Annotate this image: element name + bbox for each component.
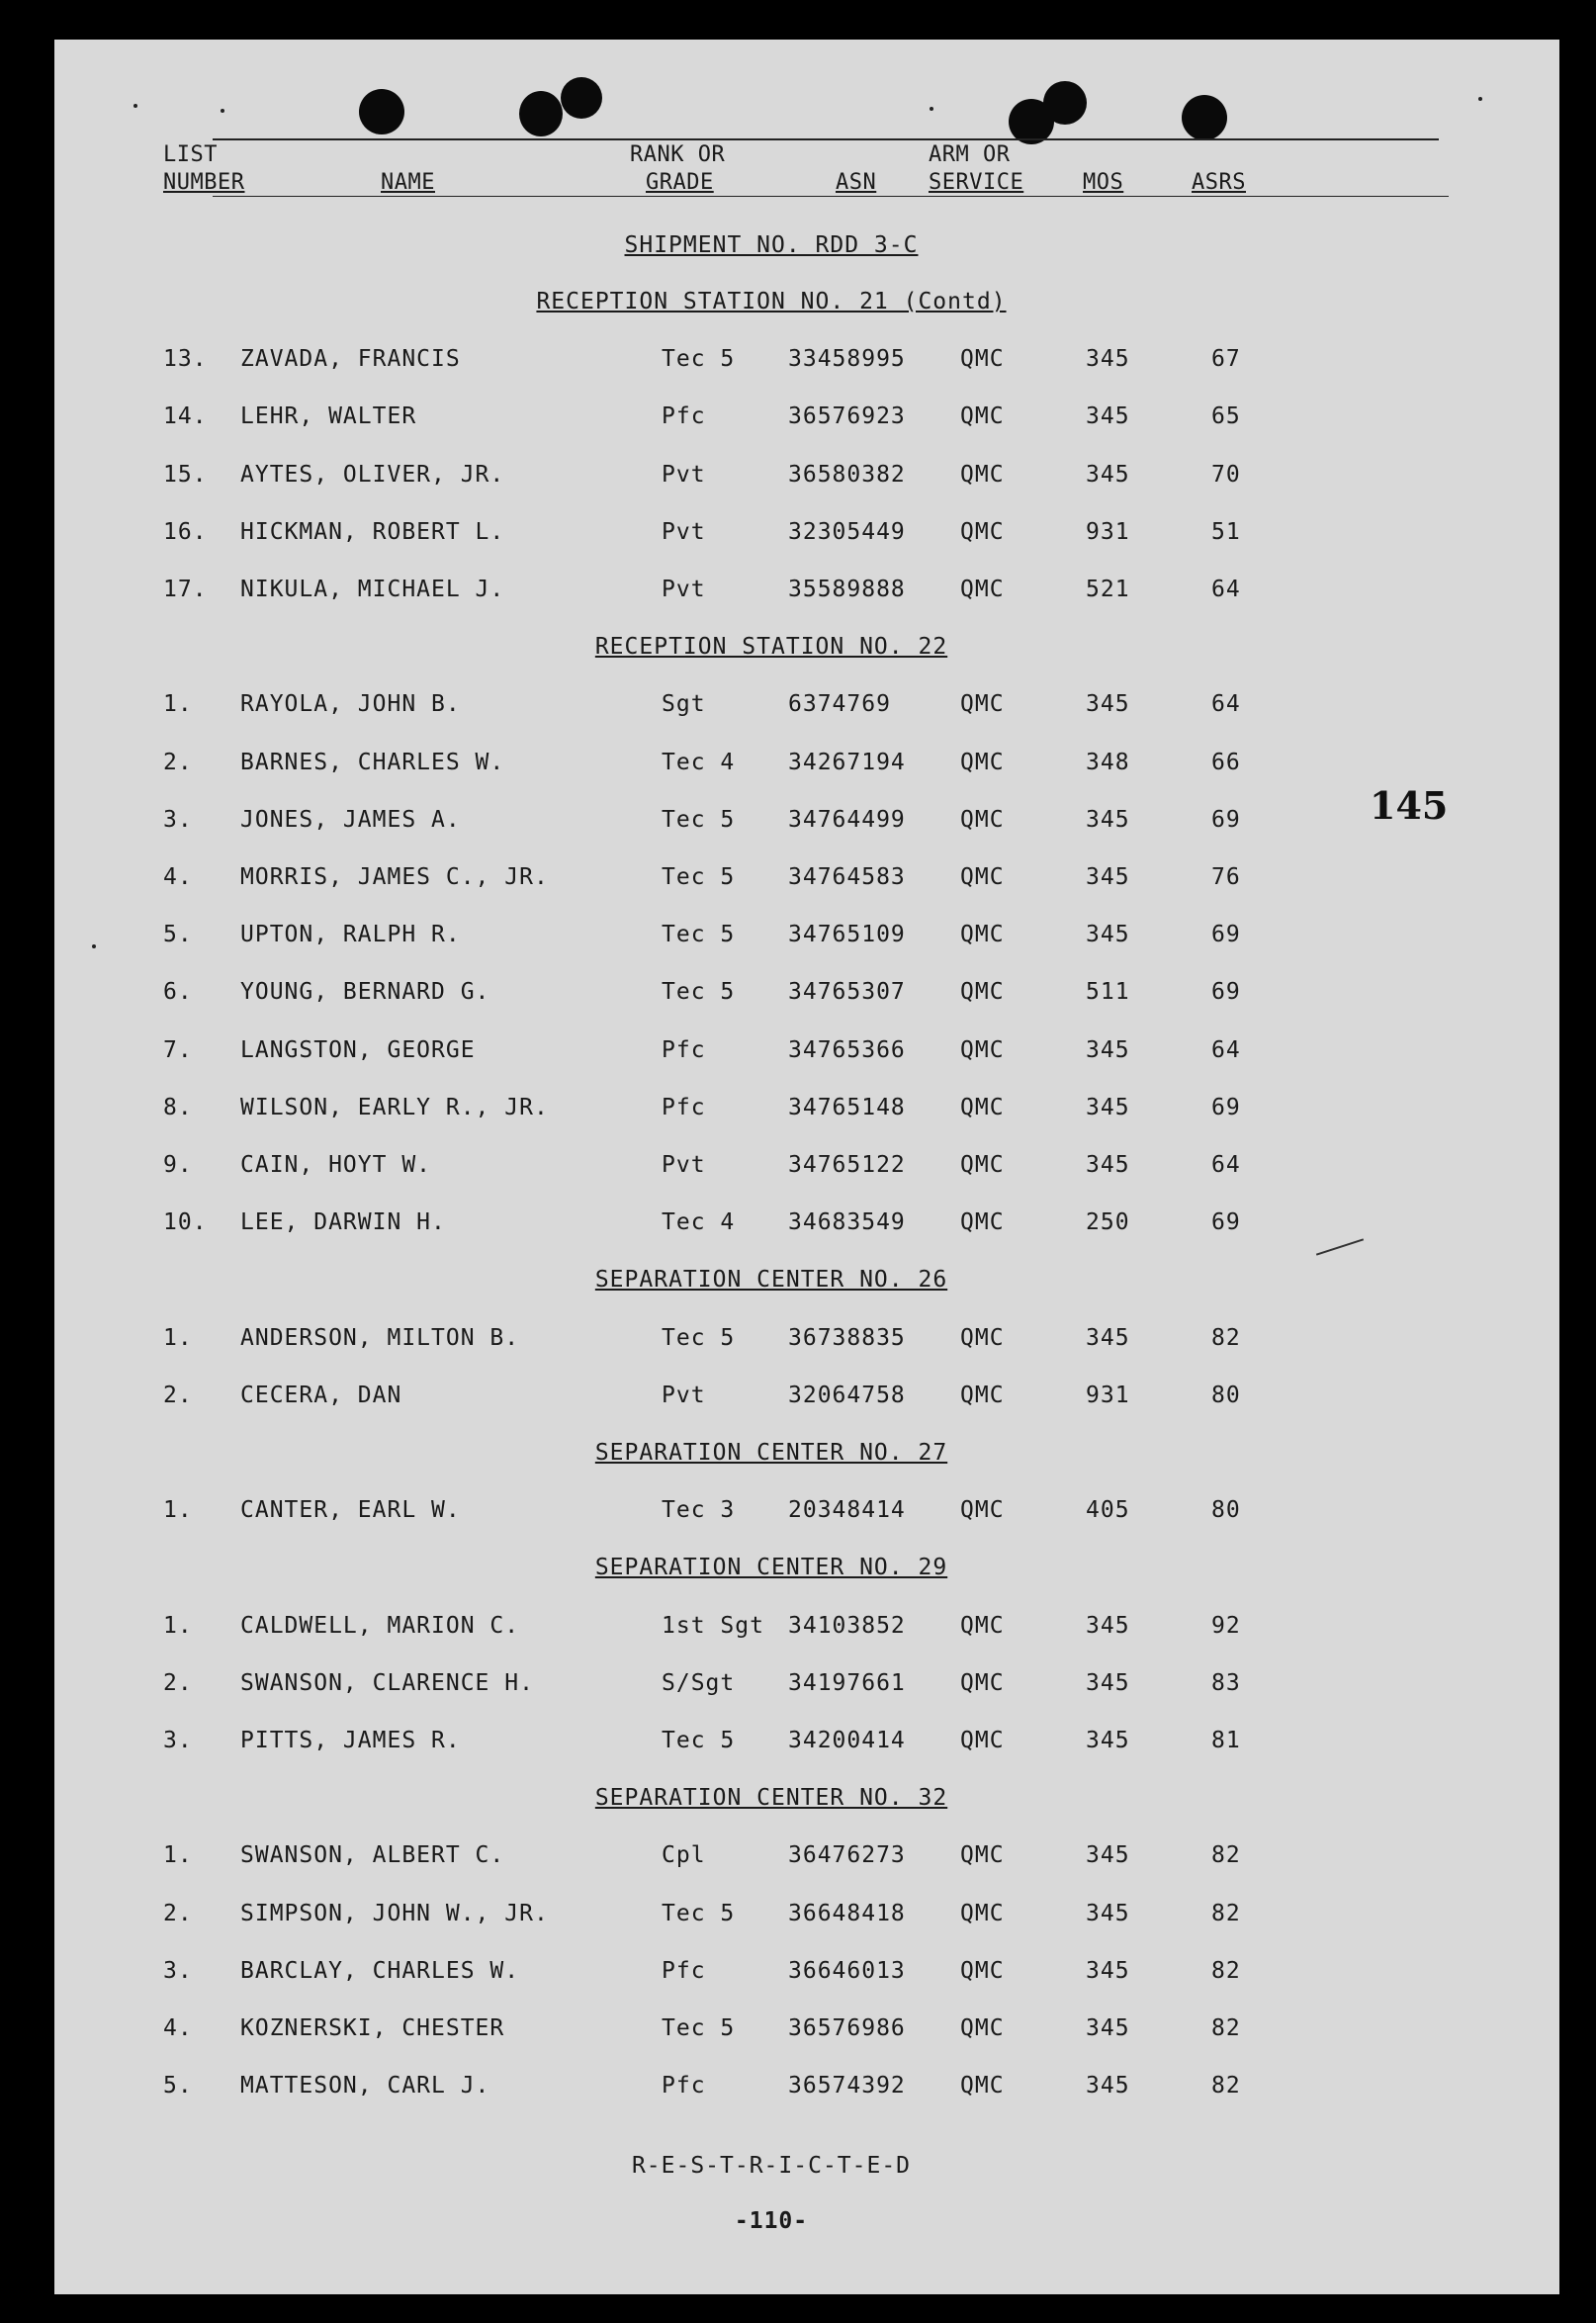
cell-name: LEE, DARWIN H.	[240, 1209, 446, 1236]
cell-service: QMC	[960, 2073, 1005, 2100]
cell-service: QMC	[960, 1382, 1005, 1408]
cell-mos: 345	[1086, 461, 1130, 488]
header-rank-grade: RANK OR GRADE	[630, 142, 726, 195]
cell-name: HICKMAN, ROBERT L.	[240, 518, 505, 545]
cell-service: QMC	[960, 1900, 1005, 1926]
cell-asn: 35589888	[788, 577, 906, 602]
cell-list-number: 1.	[163, 1497, 193, 1524]
cell-grade: Sgt	[662, 691, 706, 718]
cell-asn: 36648418	[788, 1900, 906, 1926]
cell-name: SWANSON, CLARENCE H.	[240, 1669, 534, 1696]
cell-name: SIMPSON, JOHN W., JR.	[240, 1900, 549, 1926]
cell-grade: Tec 5	[662, 979, 736, 1006]
cell-asrs: 69	[1211, 922, 1241, 948]
cell-mos: 345	[1086, 1957, 1130, 1984]
cell-mos: 345	[1086, 806, 1130, 833]
cell-asrs: 51	[1211, 518, 1241, 545]
cell-mos: 345	[1086, 2073, 1130, 2100]
cell-grade: Pvt	[662, 577, 706, 602]
cell-list-number: 3.	[163, 1957, 193, 1984]
cell-mos: 345	[1086, 691, 1130, 718]
cell-service: QMC	[960, 1669, 1005, 1696]
cell-list-number: 5.	[163, 922, 193, 948]
cell-name: YOUNG, BERNARD G.	[240, 979, 490, 1006]
section-title: SEPARATION CENTER NO. 29	[594, 1555, 948, 1581]
cell-mos: 405	[1086, 1497, 1130, 1524]
cell-asn: 32305449	[788, 518, 906, 545]
cell-service: QMC	[960, 1152, 1005, 1178]
cell-mos: 521	[1086, 577, 1130, 602]
cell-mos: 345	[1086, 1324, 1130, 1351]
cell-mos: 345	[1086, 346, 1130, 373]
cell-asn: 34765307	[788, 979, 906, 1006]
cell-grade: Pvt	[662, 461, 706, 488]
cell-asrs: 65	[1211, 403, 1241, 430]
speck	[930, 107, 933, 111]
cell-asrs: 69	[1211, 1094, 1241, 1120]
header-mos: MOS	[1083, 170, 1124, 195]
cell-asrs: 92	[1211, 1612, 1241, 1639]
cell-list-number: 5.	[163, 2073, 193, 2100]
cell-name: AYTES, OLIVER, JR.	[240, 461, 505, 488]
cell-list-number: 7.	[163, 1036, 193, 1063]
cell-service: QMC	[960, 2015, 1005, 2041]
cell-name: ANDERSON, MILTON B.	[240, 1324, 520, 1351]
cell-asrs: 64	[1211, 577, 1241, 602]
section-title: RECEPTION STATION NO. 21 (Contd)	[536, 289, 1007, 314]
cell-asn: 34764499	[788, 806, 906, 833]
cell-grade: Tec 5	[662, 806, 736, 833]
cell-list-number: 9.	[163, 1152, 193, 1178]
cell-list-number: 13.	[163, 346, 208, 373]
cell-mos: 931	[1086, 1382, 1130, 1408]
cell-asn: 36576986	[788, 2015, 906, 2041]
restricted-footer: R-E-S-T-R-I-C-T-E-D	[631, 2153, 912, 2179]
cell-asn: 34200414	[788, 1728, 906, 1753]
document-page	[54, 40, 1559, 2294]
cell-grade: Tec 4	[662, 749, 736, 775]
cell-grade: Pfc	[662, 1094, 706, 1120]
cell-asn: 34197661	[788, 1669, 906, 1696]
cell-asrs: 81	[1211, 1728, 1241, 1753]
cell-grade: Pfc	[662, 1957, 706, 1984]
cell-list-number: 16.	[163, 518, 208, 545]
cell-asrs: 64	[1211, 1036, 1241, 1063]
header-top-rule	[213, 138, 1439, 140]
shipment-title: SHIPMENT NO. RDD 3-C	[624, 232, 919, 258]
cell-list-number: 1.	[163, 1324, 193, 1351]
cell-asrs: 69	[1211, 806, 1241, 833]
cell-name: CAIN, HOYT W.	[240, 1152, 432, 1178]
header-arm-service: ARM OR SERVICE	[929, 142, 1024, 195]
punch-hole-6	[1182, 95, 1227, 140]
cell-service: QMC	[960, 577, 1005, 602]
cell-service: QMC	[960, 979, 1005, 1006]
header-asrs: ASRS	[1192, 170, 1246, 195]
cell-grade: Tec 5	[662, 1900, 736, 1926]
cell-grade: S/Sgt	[662, 1669, 736, 1696]
cell-service: QMC	[960, 1957, 1005, 1984]
cell-grade: Pvt	[662, 1152, 706, 1178]
section-title: SEPARATION CENTER NO. 26	[594, 1267, 948, 1294]
header-list-number: LIST NUMBER	[163, 142, 245, 195]
cell-mos: 345	[1086, 1094, 1130, 1120]
cell-asn: 20348414	[788, 1497, 906, 1524]
speck	[92, 944, 96, 948]
cell-list-number: 3.	[163, 1728, 193, 1753]
cell-asrs: 80	[1211, 1382, 1241, 1408]
cell-mos: 931	[1086, 518, 1130, 545]
cell-list-number: 2.	[163, 1669, 193, 1696]
cell-asn: 36574392	[788, 2073, 906, 2100]
header-name: NAME	[381, 170, 435, 195]
cell-list-number: 15.	[163, 461, 208, 488]
cell-service: QMC	[960, 1497, 1005, 1524]
punch-hole-5	[1043, 81, 1087, 125]
header-asn: ASN	[836, 170, 877, 195]
cell-grade: Tec 5	[662, 922, 736, 948]
cell-mos: 345	[1086, 1152, 1130, 1178]
cell-service: QMC	[960, 1324, 1005, 1351]
cell-list-number: 14.	[163, 403, 208, 430]
cell-grade: Pvt	[662, 1382, 706, 1408]
cell-service: QMC	[960, 1612, 1005, 1639]
cell-asrs: 82	[1211, 2073, 1241, 2100]
header-bottom-rule	[213, 196, 1449, 197]
cell-asrs: 80	[1211, 1497, 1241, 1524]
cell-mos: 345	[1086, 1900, 1130, 1926]
section-title: SEPARATION CENTER NO. 32	[594, 1785, 948, 1812]
cell-list-number: 4.	[163, 864, 193, 890]
punch-hole-2	[519, 91, 563, 136]
cell-grade: Pfc	[662, 403, 706, 430]
cell-service: QMC	[960, 1842, 1005, 1869]
cell-service: QMC	[960, 461, 1005, 488]
cell-asn: 34103852	[788, 1612, 906, 1639]
section-title: SEPARATION CENTER NO. 27	[594, 1440, 948, 1466]
cell-name: LANGSTON, GEORGE	[240, 1036, 476, 1063]
cell-asn: 36646013	[788, 1957, 906, 1984]
cell-mos: 345	[1086, 2015, 1130, 2041]
cell-asn: 34764583	[788, 864, 906, 890]
cell-grade: Tec 5	[662, 346, 736, 373]
cell-service: QMC	[960, 1094, 1005, 1120]
cell-grade: Pfc	[662, 2073, 706, 2100]
cell-asn: 34765148	[788, 1094, 906, 1120]
cell-asn: 34267194	[788, 749, 906, 775]
cell-asrs: 67	[1211, 346, 1241, 373]
cell-grade: Tec 5	[662, 1324, 736, 1351]
cell-grade: Tec 5	[662, 864, 736, 890]
cell-list-number: 1.	[163, 691, 193, 718]
cell-name: BARCLAY, CHARLES W.	[240, 1957, 520, 1984]
cell-asrs: 82	[1211, 1900, 1241, 1926]
cell-asrs: 76	[1211, 864, 1241, 890]
cell-service: QMC	[960, 518, 1005, 545]
cell-name: WILSON, EARLY R., JR.	[240, 1094, 549, 1120]
cell-name: LEHR, WALTER	[240, 403, 417, 430]
cell-name: RAYOLA, JOHN B.	[240, 691, 461, 718]
cell-service: QMC	[960, 864, 1005, 890]
cell-asn: 34683549	[788, 1209, 906, 1236]
cell-asrs: 66	[1211, 749, 1241, 775]
cell-name: NIKULA, MICHAEL J.	[240, 577, 505, 602]
cell-asn: 32064758	[788, 1382, 906, 1408]
cell-asrs: 82	[1211, 1842, 1241, 1869]
cell-grade: Pfc	[662, 1036, 706, 1063]
cell-service: QMC	[960, 1728, 1005, 1753]
cell-name: CALDWELL, MARION C.	[240, 1612, 520, 1639]
cell-grade: Tec 3	[662, 1497, 736, 1524]
cell-grade: Pvt	[662, 518, 706, 545]
cell-service: QMC	[960, 922, 1005, 948]
cell-name: KOZNERSKI, CHESTER	[240, 2015, 505, 2041]
punch-hole-3	[561, 77, 602, 119]
cell-service: QMC	[960, 1036, 1005, 1063]
cell-mos: 345	[1086, 1669, 1130, 1696]
cell-asrs: 69	[1211, 979, 1241, 1006]
cell-grade: Cpl	[662, 1842, 706, 1869]
cell-name: PITTS, JAMES R.	[240, 1728, 461, 1753]
cell-asn: 6374769	[788, 691, 891, 718]
cell-name: MATTESON, CARL J.	[240, 2073, 490, 2100]
cell-name: SWANSON, ALBERT C.	[240, 1842, 505, 1869]
cell-asn: 36476273	[788, 1842, 906, 1869]
cell-asrs: 83	[1211, 1669, 1241, 1696]
cell-name: UPTON, RALPH R.	[240, 922, 461, 948]
cell-name: ZAVADA, FRANCIS	[240, 346, 461, 373]
cell-asn: 36576923	[788, 403, 906, 430]
cell-mos: 345	[1086, 403, 1130, 430]
cell-asrs: 69	[1211, 1209, 1241, 1236]
cell-mos: 345	[1086, 922, 1130, 948]
speck	[221, 109, 224, 113]
cell-service: QMC	[960, 691, 1005, 718]
cell-mos: 345	[1086, 1612, 1130, 1639]
speck	[1478, 97, 1482, 101]
cell-grade: 1st Sgt	[662, 1612, 764, 1639]
cell-mos: 348	[1086, 749, 1130, 775]
cell-list-number: 6.	[163, 979, 193, 1006]
cell-mos: 345	[1086, 864, 1130, 890]
cell-name: MORRIS, JAMES C., JR.	[240, 864, 549, 890]
cell-asn: 34765366	[788, 1036, 906, 1063]
cell-name: BARNES, CHARLES W.	[240, 749, 505, 775]
cell-list-number: 17.	[163, 577, 208, 602]
cell-list-number: 4.	[163, 2015, 193, 2041]
cell-grade: Tec 4	[662, 1209, 736, 1236]
cell-grade: Tec 5	[662, 1728, 736, 1753]
cell-mos: 345	[1086, 1842, 1130, 1869]
cell-mos: 511	[1086, 979, 1130, 1006]
cell-asrs: 82	[1211, 1957, 1241, 1984]
cell-service: QMC	[960, 806, 1005, 833]
cell-name: CANTER, EARL W.	[240, 1497, 461, 1524]
cell-list-number: 1.	[163, 1612, 193, 1639]
cell-list-number: 1.	[163, 1842, 193, 1869]
cell-mos: 250	[1086, 1209, 1130, 1236]
margin-page-number: 145	[1370, 783, 1449, 828]
cell-mos: 345	[1086, 1728, 1130, 1753]
cell-asrs: 64	[1211, 1152, 1241, 1178]
cell-list-number: 8.	[163, 1094, 193, 1120]
cell-name: JONES, JAMES A.	[240, 806, 461, 833]
pencil-tick-mark	[1316, 1238, 1364, 1255]
cell-service: QMC	[960, 346, 1005, 373]
cell-asn: 34765122	[788, 1152, 906, 1178]
cell-service: QMC	[960, 749, 1005, 775]
cell-asn: 33458995	[788, 346, 906, 373]
page-number: -110-	[734, 2208, 809, 2234]
cell-service: QMC	[960, 403, 1005, 430]
cell-service: QMC	[960, 1209, 1005, 1236]
cell-name: CECERA, DAN	[240, 1382, 402, 1408]
cell-asrs: 70	[1211, 461, 1241, 488]
cell-asrs: 82	[1211, 1324, 1241, 1351]
speck	[133, 104, 137, 108]
cell-asrs: 64	[1211, 691, 1241, 718]
cell-asrs: 82	[1211, 2015, 1241, 2041]
section-title: RECEPTION STATION NO. 22	[594, 634, 948, 661]
cell-list-number: 2.	[163, 1382, 193, 1408]
cell-asn: 36738835	[788, 1324, 906, 1351]
cell-asn: 36580382	[788, 461, 906, 488]
cell-list-number: 10.	[163, 1209, 208, 1236]
cell-grade: Tec 5	[662, 2015, 736, 2041]
cell-list-number: 3.	[163, 806, 193, 833]
punch-hole-1	[359, 89, 404, 134]
cell-list-number: 2.	[163, 1900, 193, 1926]
cell-list-number: 2.	[163, 749, 193, 775]
cell-asn: 34765109	[788, 922, 906, 948]
cell-mos: 345	[1086, 1036, 1130, 1063]
